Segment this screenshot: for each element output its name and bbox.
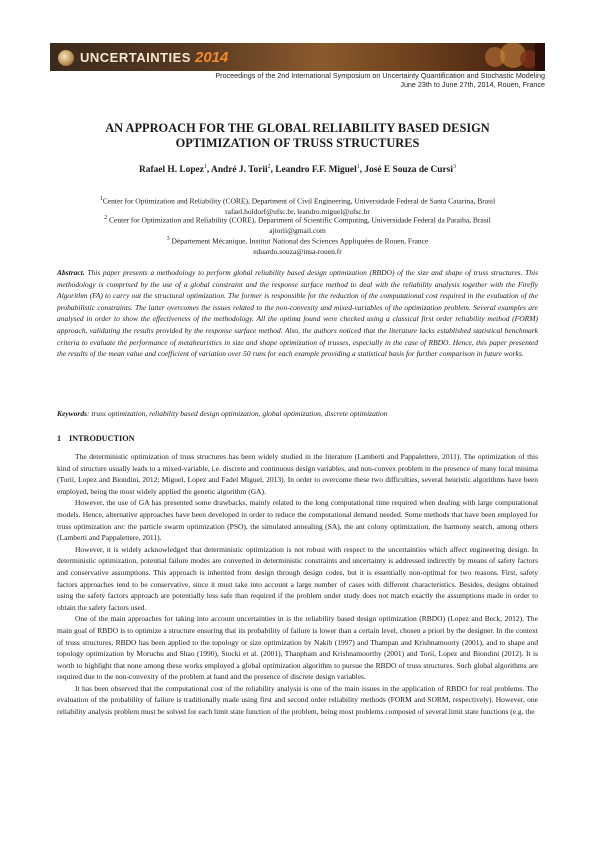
affiliation (50, 234, 545, 257)
keywords-label: Keywords (57, 409, 87, 418)
abstract-label: Abstract. (57, 268, 85, 277)
keywords-text: : truss optimization, reliability based design optimization, global optimization, discrete optimization (87, 409, 388, 418)
affiliation-mark: 1 (99, 196, 103, 202)
affiliation-email: rafael.holdorf@ufsc.br, leandro.miguel@ufsc.br (225, 206, 370, 216)
body-paragraph: It has been observed that the computational cost of the reliability analysis is one of the main issues in the application of RBDO for real problems. The evaluation of the probability of failure is traditionally made using first and second order reliability methods (FORM and SORM, respectively). However, one reliability analysis problem must be solved for each limit state function of the problem, being most problems composed of several limit state functions (e.g. the (57, 683, 538, 717)
logo-emblem-icon (58, 50, 74, 66)
title-line: AN APPROACH FOR THE GLOBAL RELIABILITY BASED DESIGN (105, 121, 490, 135)
section-heading (57, 434, 135, 443)
author-affiliation-mark: 1 (203, 164, 207, 170)
conference-banner (50, 43, 545, 71)
author-affiliation-mark: 3 (452, 164, 456, 170)
affiliation (50, 213, 545, 236)
author-name: André J. Torii (211, 165, 268, 176)
proceedings-line: Proceedings of the 2nd International Symposium on Uncertainty Quantification and Stochastic Modeling (215, 71, 545, 80)
affiliation-text: Center for Optimization and Reliability (CORE), Department of Scientific Computing, Universidade Federal da Paraiba, Brasil (109, 215, 491, 225)
author-list: Rafael H. Lopez$^1$, André J. Torii$^2$, Leandro F.F. Miguel$^1$, José E Souza de Cursi$^3$ (139, 164, 456, 176)
author-affiliation-mark: 2 (267, 164, 271, 170)
abstract-text: This paper presents a methodology to perform global reliability based design optimization (RBDO) of the size and shape of truss structures. This methodology is comprised by the use of a global constraint and the response surface method to deal with the reliability analysis together with the Firefly Algorithm (FA) to carry out the structural optimization. The former is responsible for the reduction of the computational cost required in the evaluation of the probabilistic constraints. The latter overcomes the issues related to the non-convexity and mixed-variables of the optimization problem. Several examples are analysed in order to show the effectiveness of the methodology. All the optima found were checked using a classical first order reliability method (FORM) approach, validating the results provided by the response surface method. Also, the authors noticed that the literature lacks established statistical benchmark criteria to evaluate the performance of metaheuristics in size and shape optimization of trusses, especially in the case of RBDO. Hence, this paper presented the results of the mean value and coefficient of variation over 50 runs for each example providing a statistical basis for further comparison in future works. (57, 268, 538, 359)
introduction-body (57, 451, 538, 718)
title-line: OPTIMIZATION OF TRUSS STRUCTURES (175, 135, 420, 150)
affiliation-text: Center for Optimization and Reliability (CORE), Department of Civil Engineering, Universidade Federal de Santa Catarina, Brasil (102, 196, 496, 206)
paper-title (50, 121, 545, 150)
author-affiliation-mark: 1 (356, 164, 360, 170)
affiliation-email: eduardo.souza@insa-rouen.fr (253, 246, 342, 256)
keywords (57, 408, 538, 419)
affiliation-email: ajtorii@gmail.com (269, 225, 326, 235)
body-paragraph: However, it is widely acknowledged that deterministic optimization is not robust with respect to the uncertainties which affect engineering design. In deterministic optimization, potential failure modes are converted in deterministic constraints and uncertainty is addressed indirectly by means of safety factors and conservative assumptions. This approach is inherited from design through design codes, but it is essentially non-optimal for two reasons. First, safety factors approaches tend to be conservative, since it must take into account a large number of cases with different characteristics. Besides, designs obtained using the safety factors approach are potentially less safe than required if the problem under study does not match exactly the assumptions made in order to obtain the safety factors used. (57, 544, 538, 612)
logo-brand-text: UNCERTAINTIES (80, 50, 191, 65)
author-name: Rafael H. Lopez (139, 165, 204, 176)
abstract (57, 267, 538, 360)
banner-decoration-icon (425, 43, 545, 71)
proceedings-dates: June 23th to June 27th, 2014, Rouen, France (400, 80, 545, 90)
body-paragraph: However, the use of GA has presented some drawbacks, mainly related to the long computational time required when dealing with large computational models. Hence, alternative approaches have been developed in order to reduce the computational demand needed. Some methods that have been employed for truss optimization are: the particle swarm optimization (PSO), the simulated annealing (SA), the ant colony optimization, the harmony search, among others (Lamberti and Pappalettere, 2011). (57, 498, 538, 543)
proceedings-header (215, 71, 545, 89)
body-paragraph: The deterministic optimization of truss structures has been widely studied in the literature (Lamberti and Pappalettere, 2011). The optimization of this kind of structure usually leads to a mixed-variable, i.e. discrete and continuous design variables, and non-convex problem in the presence of many local minima (Torii, Lopez and Biondini, 2012; Miguel, Lopez and Fadel Miguel, 2013). In order to overcome these two difficulties, several heuristic algorithms have been employed, being the most widely applied the genetic algorithm (GA). (57, 452, 538, 496)
body-paragraph: One of the main approaches for taking into account uncertainties in is the reliability based design optimization (RBDO) (Lopez and Beck, 2012). The main goal of RBDO is to optimize a structure ensuring that its probability of failure is lower than a certain level, chosen a priori by the designer. In the context of truss structures, RBDO has been applied to the topology or size optimization by Nakib (1997) and Thampan and Krishnamoorty (2001), and to shape and topology optimization by Moruchu and Shao (1990), Stocki et al. (2001), Thanpham and Krishnamoorthy (2001) and Torii, Lopez and Biondini (2012). It is worth to highlight that none among these works employed a global optimization algorithm to pursue the RBDO of truss structures. Such global algorithms are required due to the non-convexity of the problem at hand and the presence of discrete design variables. (57, 614, 538, 682)
author-name: José E Souza de Cursi (364, 165, 453, 176)
affiliation-text: Département Mécanique, Institut National des Sciences Appliquées de Rouen, France (171, 236, 429, 246)
section-title: INTRODUCTION (69, 434, 135, 443)
affiliation-mark: 3 (166, 236, 170, 242)
logo-year-text: 2014 (194, 49, 229, 66)
conference-logo (58, 49, 228, 66)
affiliation-mark: 2 (104, 215, 108, 221)
author-name: Leandro F.F. Miguel (275, 165, 357, 176)
section-number: 1 (57, 434, 62, 443)
